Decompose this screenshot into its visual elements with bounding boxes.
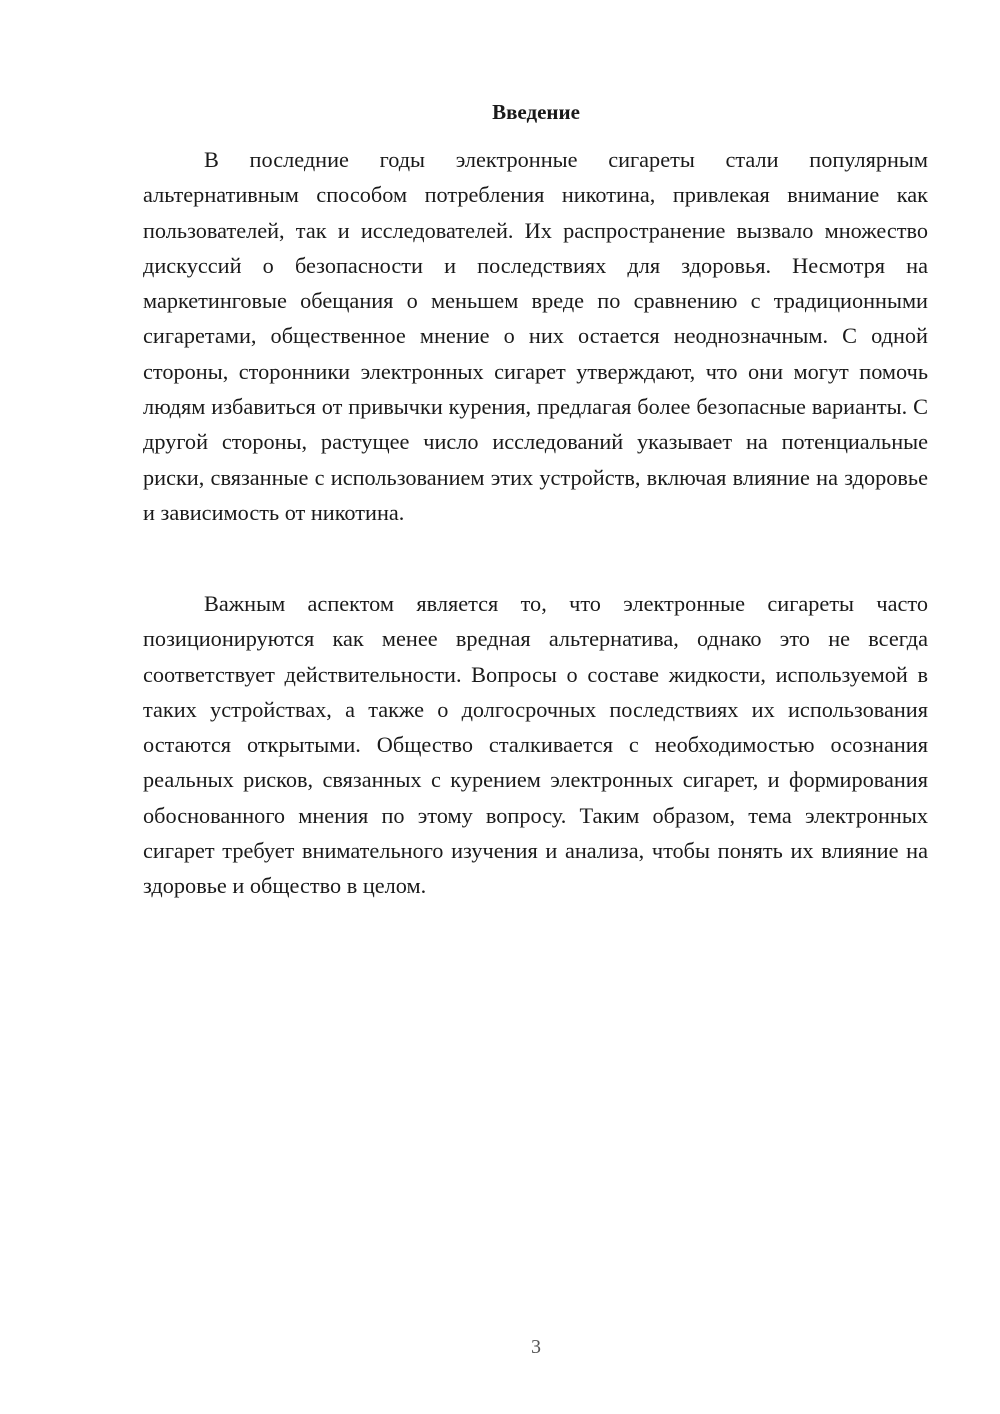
paragraph-1: В последние годы электронные сигареты стали популярным альтернативным способом потребления никотина, привлекая внимание как пользователей, так и исследователей. Их распространение вызвало множество дискуссий о безопасности и последствиях для здоровья. Несмотря на маркетинговые обещания о меньшем вреде по сравнению с традиционными сигаретами, общественное мнение о них остается неоднозначным. С одной стороны, сторонники электронных сигарет утверждают, что они могут помочь людям избавиться от привычки курения, предлагая более безопасные варианты. С другой стороны, растущее число исследований указывает на потенциальные риски, связанные с использованием этих устройств, включая влияние на здоровье и зависимость от никотина. bbox=[143, 147, 928, 525]
section-heading: Введение bbox=[492, 100, 580, 124]
page-number: 3 bbox=[531, 1336, 541, 1358]
paragraph-container-1 bbox=[143, 142, 928, 530]
paragraph-2: Важным аспектом является то, что электронные сигареты часто позиционируются как менее вредная альтернатива, однако это не всегда соответствует действительности. Вопросы о составе жидкости, используемой в таких устройствах, а также о долгосрочных последствиях их использования остаются открытыми. Общество сталкивается с необходимостью осознания реальных рисков, связанных с курением электронных сигарет, и формирования обоснованного мнения по этому вопросу. Таким образом, тема электронных сигарет требует внимательного изучения и анализа, чтобы понять их влияние на здоровье и общество в целом. bbox=[143, 591, 928, 899]
paragraph-container-2 bbox=[143, 586, 928, 904]
